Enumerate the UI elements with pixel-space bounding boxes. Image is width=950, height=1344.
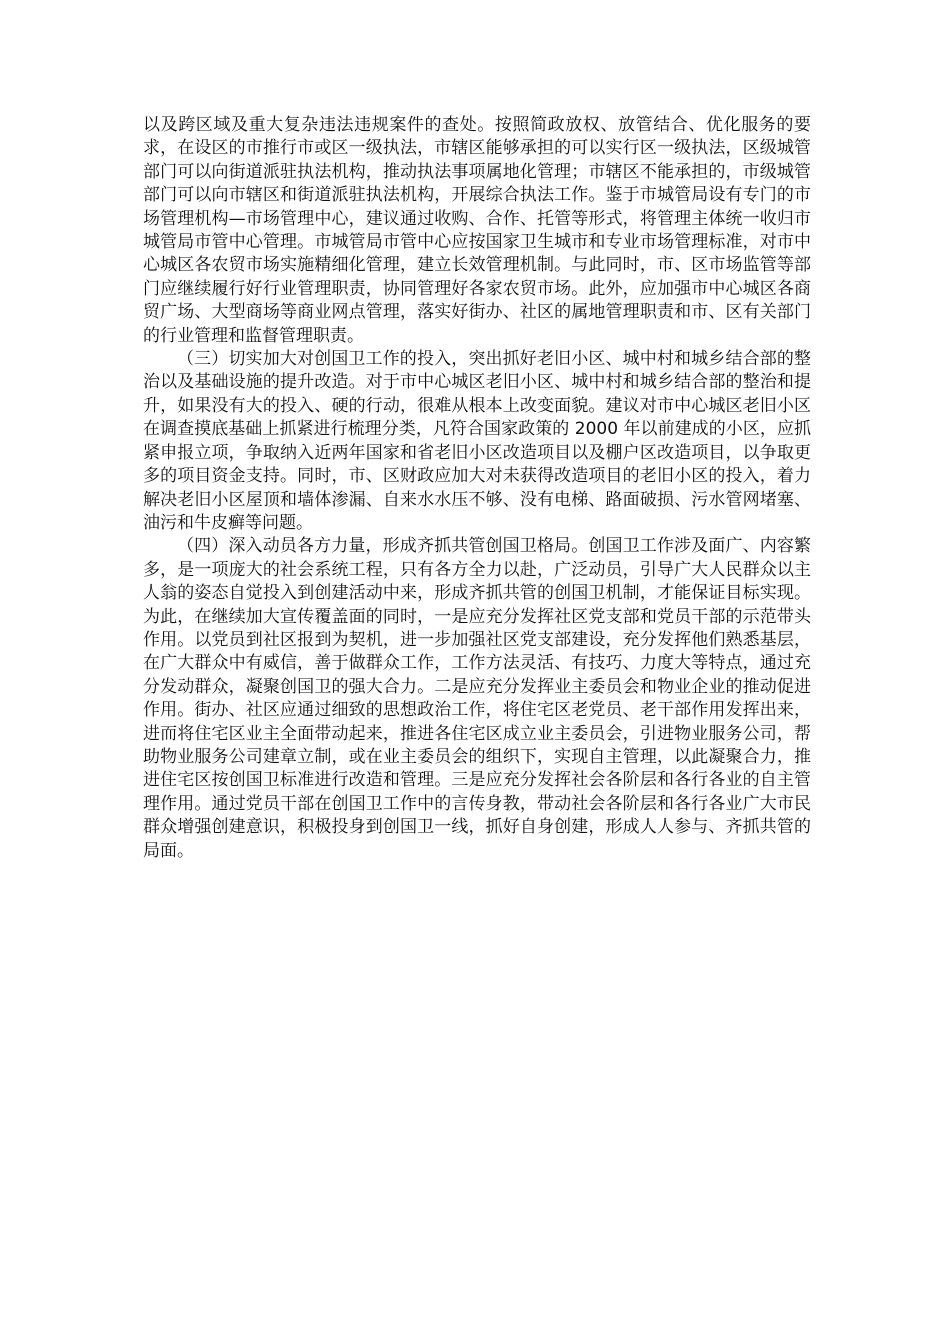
paragraph-continued: 以及跨区域及重大复杂违法违规案件的查处。按照简政放权、放管结合、优化服务的要求，在设区的市推行市或区一级执法，市辖区能够承担的可以实行区一级执法，区级城管部门可以向街道派驻执法机构，推动执法事项属地化管理；市辖区不能承担的，市级城管部门可以向市辖区和街道派驻执法机构，开展综合执法工作。鉴于市城管局设有专门的市场管理机构—市场管理中心，建议通过收购、合作、托管等形式，将管理主体统一收归市城管局市管中心管理。市城管局市管中心应按国家卫生城市和专业市场管理标准，对市中心城区各农贸市场实施精细化管理，建立长效管理机制。与此同时，市、区市场监管等部门应继续履行好行业管理职责，协同管理好各家农贸市场。此外，应加强市中心城区各商贸广场、大型商场等商业网点管理，落实好街办、社区的属地管理职责和市、区有关部门的行业管理和监督管理职责。: [143, 115, 811, 346]
paragraph-section-four: （四）深入动员各方力量，形成齐抓共管创国卫格局。创国卫工作涉及面广、内容繁多，是一项庞大的社会系统工程，只有各方全力以赴，广泛动员，引导广大人民群众以主人翁的姿态自觉投入到创建活动中来，形成齐抓共管的创国卫机制，才能保证目标实现。为此，在继续加大宣传覆盖面的同时，一是应充分发挥社区党支部和党员干部的示范带头作用。以党员到社区报到为契机，进一步加强社区党支部建设，充分发挥他们熟悉基层，在广大群众中有威信，善于做群众工作，工作方法灵活、有技巧、力度大等特点，通过充分发动群众，凝聚创国卫的强大合力。二是应充分发挥业主委员会和物业企业的推动促进作用。街办、社区应通过细致的思想政治工作，将住宅区老党员、老干部作用发挥出来，进而将住宅区业主全面带动起来，推进各住宅区成立业主委员会，引进物业服务公司，帮助物业服务公司建章立制，或在业主委员会的组织下，实现自主管理，以此凝聚合力，推进住宅区按创国卫标准进行改造和管理。三是应充分发挥社会各阶层和各行各业的自主管理作用。通过党员干部在创国卫工作中的言传身教，带动社会各阶层和各行各业广大市民群众增强创建意识，积极投身到创国卫一线，抓好自身创建，形成人人参与、齐抓共管的局面。: [143, 536, 811, 861]
document-body: [143, 114, 811, 863]
paragraph-section-three: （三）切实加大对创国卫工作的投入，突出抓好老旧小区、城中村和城乡结合部的整治以及基础设施的提升改造。对于市中心城区老旧小区、城中村和城乡结合部的整治和提升，如果没有大的投入、硬的行动，很难从根本上改变面貌。建议对市中心城区老旧小区在调查摸底基础上抓紧进行梳理分类，凡符合国家政策的 2000 年以前建成的小区，应抓紧申报立项，争取纳入近两年国家和省老旧小区改造项目以及棚户区改造项目，以争取更多的项目资金支持。同时，市、区财政应加大对未获得改造项目的老旧小区的投入，着力解决老旧小区屋顶和墙体渗漏、自来水水压不够、没有电梯、路面破损、污水管网堵塞、油污和牛皮癣等问题。: [143, 349, 811, 533]
